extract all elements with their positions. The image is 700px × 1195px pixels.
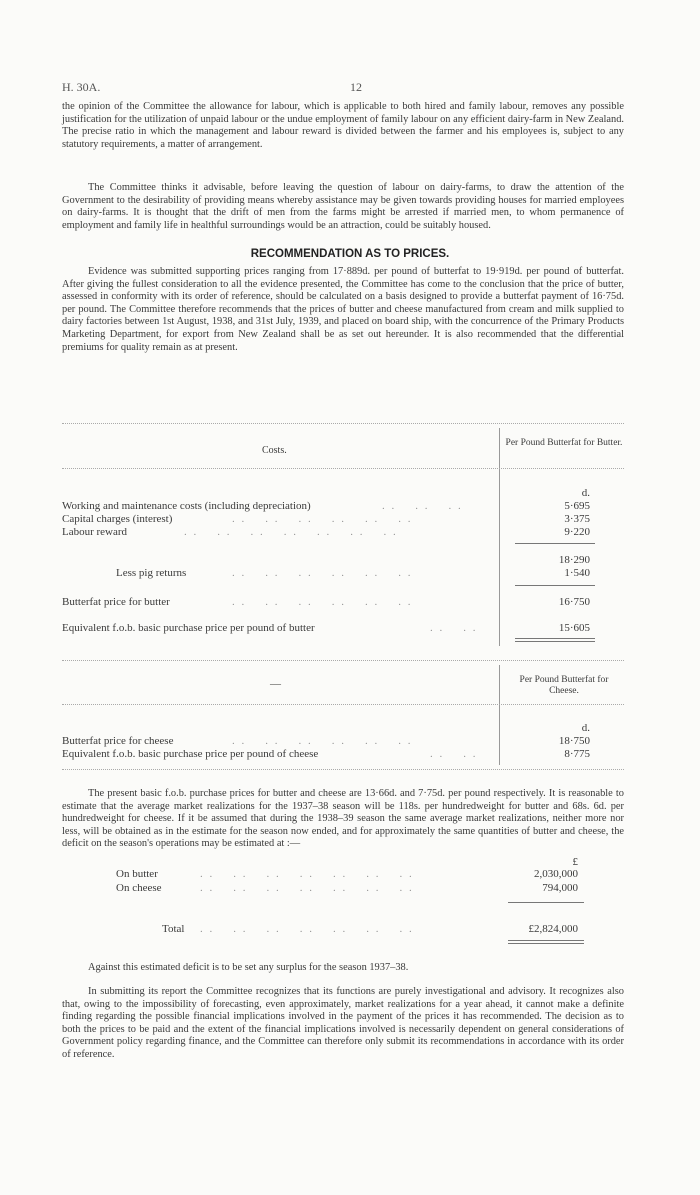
- page-number: 12: [350, 80, 362, 94]
- table1-subtotal-value: 18·290: [558, 554, 590, 566]
- table1-bottom-rule: [62, 660, 624, 661]
- paragraph-submission: In submitting its report the Committee recognizes that its functions are purely investigational and advisory. It recognizes also that, owing to the impossibility of forecasting, even approximately, market realizations for a year ahead, it cannot make a definite finding regarding the possible financial implications involved in the payment of the prices it has recommended. The decision as to both the prices to be paid and the extent of the financial implications involved is necessarily dependent on general considerations of Government policy regarding finance, and the Committee can therefore only submit its recommendations in accordance with its order of reference.: [62, 986, 624, 1060]
- table1-row-value: 5·695: [564, 500, 590, 512]
- table1-row-value: 1·540: [564, 567, 590, 579]
- leader-dots: . . . . . . . . . . . . . .: [184, 526, 398, 538]
- table2-header-dash: —: [270, 678, 281, 690]
- table1-row-label: Less pig returns: [116, 567, 187, 579]
- table2-unit: d.: [581, 722, 590, 734]
- leader-dots: . . . . . . . . . . . .: [232, 513, 413, 525]
- table1-row-value: 3·375: [564, 513, 590, 525]
- leader-dots: . . . . . . . . . . . . . .: [200, 882, 414, 894]
- table1-top-rule: [62, 423, 624, 424]
- deficit-row-label: On butter: [116, 868, 158, 880]
- document-reference: H. 30A.: [62, 80, 101, 94]
- deficit-row-label: On cheese: [116, 882, 162, 894]
- leader-dots: . . . . . . . . . . . . . .: [200, 868, 414, 880]
- leader-dots: . . . . . . . . . . . .: [232, 567, 413, 579]
- table1-row-label: Capital charges (interest): [62, 513, 173, 525]
- paragraph-labour-allowance: the opinion of the Committee the allowance for labour, which is applicable to both hired and family labour, removes any possible justification for the utilization of unpaid labour or the undue employment of family labour on any efficient dairy-farm in New Zealand. The precise ratio in which the management and labour reward is divided between the farmer and his employees is, subject to any statutory requirements, a matter of arrangement.: [62, 101, 624, 150]
- deficit-total-value: £2,824,000: [528, 923, 578, 935]
- table2-column-rule: [499, 665, 500, 765]
- table2-header-butterfat: Per Pound Butterfat for Cheese.: [519, 675, 609, 696]
- leader-dots: . . . .: [430, 622, 478, 634]
- table2-row-label: Butterfat price for cheese: [62, 735, 174, 747]
- section-heading: RECOMMENDATION AS TO PRICES.: [250, 248, 450, 260]
- paragraph-deficit: The present basic f.o.b. purchase prices for butter and cheese are 13·66d. and 7·75d. per pound respectively. It is reasonable to estimate that the average market realizations for the 1937–38 season will be 118s. per hundredweight for butter and 68s. 6d. per hundredweight for cheese. If it be assumed that during the 1938–39 season the same average market realizations, neither more nor less, will be obtained as in the estimate for the season now ended, and for approximately the same quantities of butter and cheese, the deficit on the season's operations may be estimated at :—: [62, 788, 624, 850]
- double-rule: [508, 943, 584, 944]
- table2-bottom-rule: [62, 769, 624, 770]
- paragraph-evidence: Evidence was submitted supporting prices ranging from 17·889d. per pound of butterfat to 19·919d. per pound of butterfat. After giving the fullest consideration to all the evidence presented, the Committee has come to the conclusion that the price of butter, assessed in conformity with its order of reference, should be calculated on a basis designed to provide a butterfat payment of 16·75d. per pound. The Committee therefore recommends that the prices of butter and cheese manufactured from cream and milk supplied to dairy factories between 1st August, 1938, and 31st July, 1939, and placed on board ship, with the concurrence of the Primary Products Marketing Department, for export from New Zealand shall be as set out hereunder. It is also recommended that the differential premiums for quality remain as at present.: [62, 266, 624, 353]
- leader-dots: . . . . . . . . . . . . . .: [200, 923, 414, 935]
- table1-row-value: 15·605: [558, 622, 590, 634]
- sum-rule: [515, 543, 595, 544]
- table1-column-rule: [499, 428, 500, 646]
- table1-row-label: Equivalent f.o.b. basic purchase price per pound of butter: [62, 622, 315, 634]
- table1-header-butterfat: Per Pound Butterfat for Butter.: [505, 438, 623, 448]
- paragraph-surplus: Against this estimated deficit is to be set any surplus for the season 1937–38.: [88, 962, 409, 973]
- table2-row-value: 18·750: [558, 735, 590, 747]
- table1-unit: d.: [581, 487, 590, 499]
- deficit-unit: £: [572, 856, 578, 868]
- leader-dots: . . . . . . . . . . . .: [232, 596, 413, 608]
- table1-row-label: Labour reward: [62, 526, 128, 538]
- deficit-row-value: 794,000: [542, 882, 578, 894]
- leader-dots: . . . .: [430, 748, 478, 760]
- table1-header-costs: Costs.: [262, 445, 287, 456]
- table2-header-rule: [62, 704, 624, 705]
- double-rule: [515, 638, 595, 639]
- paragraph-housing: The Committee thinks it advisable, before leaving the question of labour on dairy-farms, to draw the attention of the Government to the desirability of providing means whereby assistance may be given towards providing houses for married employees on dairy-farms. It is thought that the drift of men from the farms might be arrested if married men, to whom permanence of employment and family life in healthful surroundings would be an attraction, could be suitably housed.: [62, 182, 624, 231]
- leader-dots: . . . . . .: [382, 500, 463, 512]
- double-rule: [508, 940, 584, 941]
- table1-row-value: 9·220: [564, 526, 590, 538]
- sum-rule: [515, 585, 595, 586]
- table1-row-label: Working and maintenance costs (including depreciation): [62, 500, 311, 512]
- table2-row-value: 8·775: [564, 748, 590, 760]
- table2-row-label: Equivalent f.o.b. basic purchase price per pound of cheese: [62, 748, 319, 760]
- double-rule: [515, 641, 595, 642]
- table1-row-label: Butterfat price for butter: [62, 596, 170, 608]
- sum-rule: [508, 902, 584, 903]
- deficit-total-label: Total: [162, 923, 185, 935]
- deficit-row-value: 2,030,000: [534, 868, 578, 880]
- leader-dots: . . . . . . . . . . . .: [232, 735, 413, 747]
- table1-header-rule: [62, 468, 624, 469]
- table1-row-value: 16·750: [558, 596, 590, 608]
